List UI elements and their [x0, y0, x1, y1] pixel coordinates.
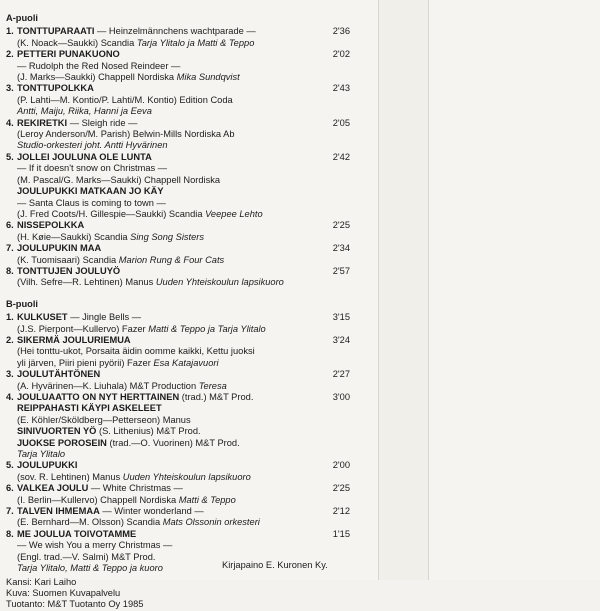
track-duration: 2'00	[332, 460, 350, 471]
track-number: 1.	[6, 26, 14, 37]
fold-line	[378, 0, 379, 580]
track-title: JOULUPUKIN MAA	[17, 243, 102, 254]
track-performer: Veepee Lehto	[205, 208, 263, 219]
track-a5	[6, 152, 348, 220]
track-title: TONTTUPARAATI	[17, 26, 95, 37]
track-credits: (Engl. trad.—V. Salmi) M&T Prod.	[17, 551, 156, 562]
production-credit: Tuotanto: M&T Tuotanto Oy 1985	[6, 599, 144, 610]
track-performer: Mika Sundqvist	[176, 72, 240, 83]
track-credits: (J. Fred Coots/H. Gillespie—Saukki) Scandia	[17, 208, 206, 219]
track-duration: 2'43	[332, 83, 350, 94]
track-subtitle: — If it doesn't snow on Christmas —	[17, 163, 168, 174]
track-number: 3.	[6, 369, 14, 380]
track-performer: Studio-orkesteri joht. Antti Hyvärinen	[17, 140, 168, 151]
track-duration: 2'25	[332, 220, 350, 231]
track-title: VALKEA JOULU	[17, 483, 89, 494]
production-credits	[6, 577, 348, 611]
track-title: REIPPAHASTI KÄYPI ASKELEET	[17, 403, 162, 414]
track-credits: (K. Tuomisaari) Scandia	[17, 254, 119, 265]
track-performer: Sing Song Sisters	[130, 231, 205, 242]
track-title: NISSEPOLKKA	[17, 220, 85, 231]
track-subtitle: — Santa Claus is coming to town —	[17, 197, 166, 208]
track-title: JOLLEI JOULUNA OLE LUNTA	[17, 151, 152, 162]
track-credits: (E. Bernhard—M. Olsson) Scandia	[17, 517, 163, 528]
track-subtitle: — Sleigh ride —	[67, 117, 138, 128]
track-credits: (I. Berlin—Kullervo) Chappell Nordiska	[17, 494, 179, 505]
track-number: 7.	[6, 243, 14, 254]
track-subtitle: — White Christmas —	[88, 483, 183, 494]
track-number: 4.	[6, 117, 14, 128]
track-title: JOULUPUKKI MATKAAN JO KÄY	[17, 186, 164, 197]
track-subtitle: — We wish You a merry Christmas —	[17, 540, 173, 551]
track-credits: (trad.—O. Vuorinen) M&T Prod.	[106, 437, 240, 448]
track-duration: 2'42	[332, 151, 350, 162]
track-performer: Tarja Ylitalo ja Matti & Teppo	[136, 37, 255, 48]
track-title: JOULUAATTO ON NYT HERTTAINEN	[17, 392, 180, 402]
track-credits: (Hei tonttu-ukot, Porsaita äidin oomme kaikki, Kettu juoksi	[17, 346, 255, 357]
track-number: 1.	[6, 312, 14, 323]
track-number: 6.	[6, 220, 14, 231]
track-duration: 2'36	[332, 26, 350, 37]
track-b3	[6, 369, 348, 392]
track-credits: (P. Lahti—M. Kontio/P. Lahti/M. Kontio) Edition Coda	[17, 94, 233, 105]
track-performer: Antti, Maiju, Riika, Hanni ja Eeva	[17, 106, 152, 117]
track-duration: 2'02	[332, 49, 350, 60]
track-credits: (Vilh. Sefre—R. Lehtinen) Manus	[17, 277, 156, 288]
track-duration: 3'00	[332, 392, 350, 402]
spine-panel	[378, 0, 428, 580]
track-number: 4.	[6, 392, 14, 402]
track-subtitle: — Heinzelmännchens wachtparade —	[94, 26, 256, 37]
track-performer: Marion Rung & Four Cats	[118, 254, 225, 265]
track-duration: 2'25	[332, 483, 350, 494]
track-number: 5.	[6, 151, 14, 162]
track-number: 8.	[6, 528, 14, 539]
track-performer: Tarja Ylitalo, Matti & Teppo ja kuoro	[17, 563, 163, 574]
cover-credit: Kansi: Kari Laiho	[6, 576, 77, 587]
track-title: TALVEN IHMEMAA	[17, 506, 100, 517]
track-duration: 2'34	[332, 243, 350, 254]
track-credits: (H. Køie—Saukki) Scandia	[17, 231, 131, 242]
track-title: PETTERI PUNAKUONO	[17, 49, 120, 60]
track-duration: 2'12	[332, 506, 350, 517]
track-performer: Matti & Teppo ja Tarja Ylitalo	[148, 323, 266, 334]
track-b2	[6, 335, 348, 369]
track-a1	[6, 26, 348, 49]
track-credits: (trad.) M&T Prod.	[179, 392, 254, 402]
track-number: 5.	[6, 460, 14, 471]
track-credits: (J.S. Pierpont—Kullervo) Fazer	[17, 323, 149, 334]
photo-credit: Kuva: Suomen Kuvapalvelu	[6, 587, 121, 598]
track-a3	[6, 83, 348, 117]
track-title: SINIVUORTEN YÖ	[17, 426, 97, 437]
track-a7	[6, 243, 348, 266]
track-number: 2.	[6, 49, 14, 60]
track-duration: 3'15	[332, 312, 350, 323]
track-a4	[6, 118, 348, 152]
side-a-heading: A-puoli	[6, 13, 39, 23]
track-duration: 1'15	[332, 528, 350, 539]
track-title: KULKUSET	[17, 312, 68, 323]
track-b6	[6, 483, 348, 506]
track-credits: (A. Hyvärinen—K. Liuhala) M&T Production	[17, 380, 199, 391]
track-credits: (sov. R. Lehtinen) Manus	[17, 471, 123, 482]
fold-line	[428, 0, 429, 580]
track-title: ME JOULUA TOIVOTAMME	[17, 528, 137, 539]
track-subtitle: — Rudolph the Red Nosed Reindeer —	[17, 60, 181, 71]
track-a6	[6, 220, 348, 243]
track-b1	[6, 312, 348, 335]
track-number: 6.	[6, 483, 14, 494]
printer-credit: Kirjapaino E. Kuronen Ky.	[222, 560, 328, 570]
track-duration: 2'27	[332, 369, 350, 380]
track-credits: (J. Marks—Saukki) Chappell Nordiska	[17, 72, 177, 83]
track-title: JUOKSE POROSEIN	[17, 437, 107, 448]
track-title: TONTTUJEN JOULUYÖ	[17, 265, 121, 276]
track-credits: (S. Lithenius) M&T Prod.	[96, 426, 201, 437]
track-performer: Esa Katajavuori	[153, 357, 219, 368]
track-number: 3.	[6, 83, 14, 94]
track-title: TONTTUPOLKKA	[17, 83, 94, 94]
track-b5	[6, 460, 348, 483]
track-performer: Uuden Yhteiskoulun lapsikuoro	[122, 471, 251, 482]
track-credits: (Leroy Anderson/M. Parish) Belwin-Mills Nordiska Ab	[17, 129, 235, 140]
track-title: SIKERMÄ JOULURIEMUA	[17, 334, 131, 345]
track-a2	[6, 49, 348, 83]
track-b4	[6, 392, 348, 460]
track-title: JOULUTÄHTÖNEN	[17, 369, 101, 380]
track-duration: 2'05	[332, 117, 350, 128]
track-duration: 2'57	[332, 265, 350, 276]
track-subtitle: — Jingle Bells —	[67, 312, 141, 323]
tracklist	[6, 13, 348, 611]
track-duration: 3'24	[332, 334, 350, 345]
track-subtitle: — Winter wonderland —	[99, 506, 204, 517]
track-performer: Mats Olssonin orkesteri	[162, 517, 260, 528]
track-credits: yli järven, Piiri pieni pyörii) Fazer	[17, 357, 154, 368]
track-performer: Matti & Teppo	[178, 494, 236, 505]
track-credits: (M. Pascal/G. Marks—Saukki) Chappell Nordiska	[17, 174, 221, 185]
track-performer: Uuden Yhteiskoulun lapsikuoro	[155, 277, 284, 288]
track-credits: (E. Köhler/Sköldberg—Petterseon) Manus	[17, 414, 191, 425]
track-a8	[6, 266, 348, 289]
track-number: 8.	[6, 265, 14, 276]
track-b7	[6, 506, 348, 529]
side-b-heading: B-puoli	[6, 298, 39, 309]
track-performer: Teresa	[198, 380, 227, 391]
track-title: REKIRETKI	[17, 117, 68, 128]
track-title: JOULUPUKKI	[17, 460, 78, 471]
track-number: 2.	[6, 334, 14, 345]
track-number: 7.	[6, 506, 14, 517]
track-performer: Tarja Ylitalo	[17, 449, 66, 460]
track-credits: (K. Noack—Saukki) Scandia	[17, 37, 137, 48]
